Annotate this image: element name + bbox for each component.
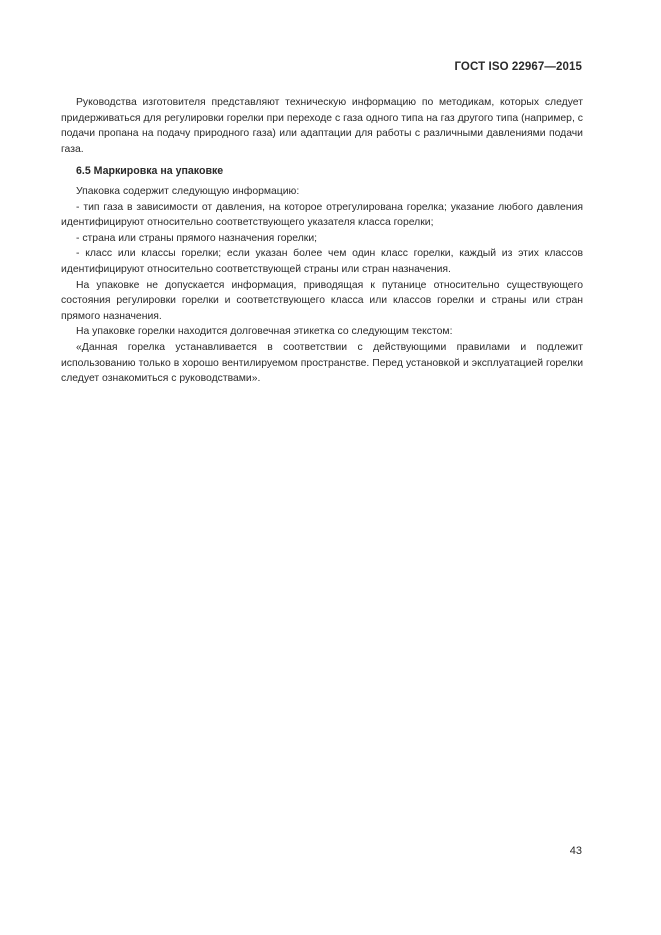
paragraph-no-confusing-info: На упаковке не допускается информация, приводящая к путанице относительно существующего состояния регулировки горелки и соответствующего класса или классов горелки и страны или стран прямого назначения. [61,279,583,322]
page-content [61,95,583,387]
intro-paragraph: Руководства изготовителя представляют техническую информацию по методикам, которых следует придерживаться для регулировки горелки при переходе с газа одного типа на газ другого типа (например, с подачи пропана на подачу природного газа) или адаптации для работы с различными давлениями подачи газа. [61,97,583,155]
list-item-gas-type: - тип газа в зависимости от давления, на которое отрегулирована горелка; указание любого давления идентифицируют относительно соответствующего указателя класса горелки; [61,201,583,229]
document-code-header: ГОСТ ISO 22967—2015 [454,61,582,73]
paragraph-label-text-quote: «Данная горелка устанавливается в соответствии с действующими правилами и подлежит использованию только в хорошо вентилируемом пространстве. Перед установкой и эксплуатацией горелки следует ознакомиться с руководствами». [61,341,583,385]
list-item-burner-class: - класс или классы горелки; если указан более чем один класс горелки, каждый из этих классов идентифицируют относительно соответствующей страны или стран назначения. [61,248,583,275]
paragraph-durable-label: На упаковке горелки находится долговечная этикетка со следующим текстом: [76,326,453,338]
section-heading: 6.5 Маркировка на упаковке [76,165,224,178]
paragraph-packaging-contains: Упаковка содержит следующую информацию: [76,185,300,197]
list-item-destination-country: - страна или страны прямого назначения горелки; [76,232,318,244]
page-number: 43 [569,845,582,857]
